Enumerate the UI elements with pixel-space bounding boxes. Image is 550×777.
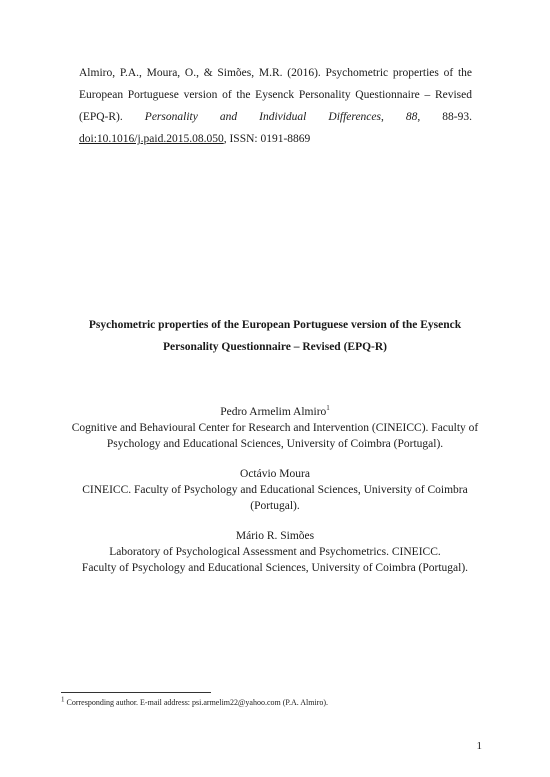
paper-title-line-2: Personality Questionnaire – Revised (EPQ-R) bbox=[162, 341, 388, 353]
affiliation-line: Faculty of Psychology and Educational Sciences, University of Coimbra (Portugal). bbox=[81, 562, 469, 574]
author-name: Pedro Armelim Almiro$^1$ bbox=[220, 404, 330, 418]
issn: , ISSN: 0191-8869 bbox=[223, 133, 311, 145]
citation-line-1: Almiro, P.A., Moura, O., & Simões, M.R. (2016). Psychometric properties of the bbox=[79, 67, 472, 79]
paper-title bbox=[60, 314, 490, 358]
author-3 bbox=[40, 528, 510, 576]
footnote-marker[interactable]: 1 bbox=[326, 404, 330, 413]
citation-pages: , 88-93. bbox=[417, 111, 473, 123]
author-name: Mário R. Simões bbox=[235, 530, 315, 542]
affiliation-line: (Portugal). bbox=[250, 500, 300, 512]
citation-epq: (EPQ-R). bbox=[79, 111, 123, 123]
footnote-divider bbox=[61, 692, 211, 693]
citation-line-4 bbox=[79, 128, 472, 150]
affiliation-line: Cognitive and Behavioural Center for Research and Intervention (CINEICC). Faculty of bbox=[71, 422, 479, 434]
affiliation-line: Psychology and Educational Sciences, University of Coimbra (Portugal). bbox=[106, 438, 444, 450]
citation-block bbox=[79, 62, 472, 150]
footnote bbox=[61, 697, 491, 708]
footnote-text: Corresponding author. E-mail address: psi.armelim22@yahoo.com (P.A. Almiro). bbox=[64, 698, 329, 707]
author-1 bbox=[40, 404, 510, 452]
journal-volume: 88 bbox=[405, 111, 418, 123]
citation-line-3: (EPQ-R). Personality and Individual Differences, 88, 88-93. bbox=[79, 111, 473, 123]
page-number: 1 bbox=[476, 740, 482, 752]
footnote-mark: 1 bbox=[61, 695, 65, 704]
author-name: Octávio Moura bbox=[240, 468, 310, 480]
affiliation-line: Laboratory of Psychological Assessment and Psychometrics. CINEICC. bbox=[109, 546, 441, 558]
affiliation-line: CINEICC. Faculty of Psychology and Educational Sciences, University of Coimbra bbox=[82, 484, 468, 496]
author-2 bbox=[40, 466, 510, 514]
paper-title-line-1: Psychometric properties of the European Portuguese version of the Eysenck bbox=[88, 319, 462, 331]
doi-link[interactable]: doi:10.1016/j.paid.2015.08.050 bbox=[79, 133, 224, 145]
journal-name: Personality and Individual Differences bbox=[144, 111, 381, 123]
author-list bbox=[40, 404, 510, 590]
citation-line-2: European Portuguese version of the Eysenck Personality Questionnaire – Revised bbox=[79, 89, 472, 101]
